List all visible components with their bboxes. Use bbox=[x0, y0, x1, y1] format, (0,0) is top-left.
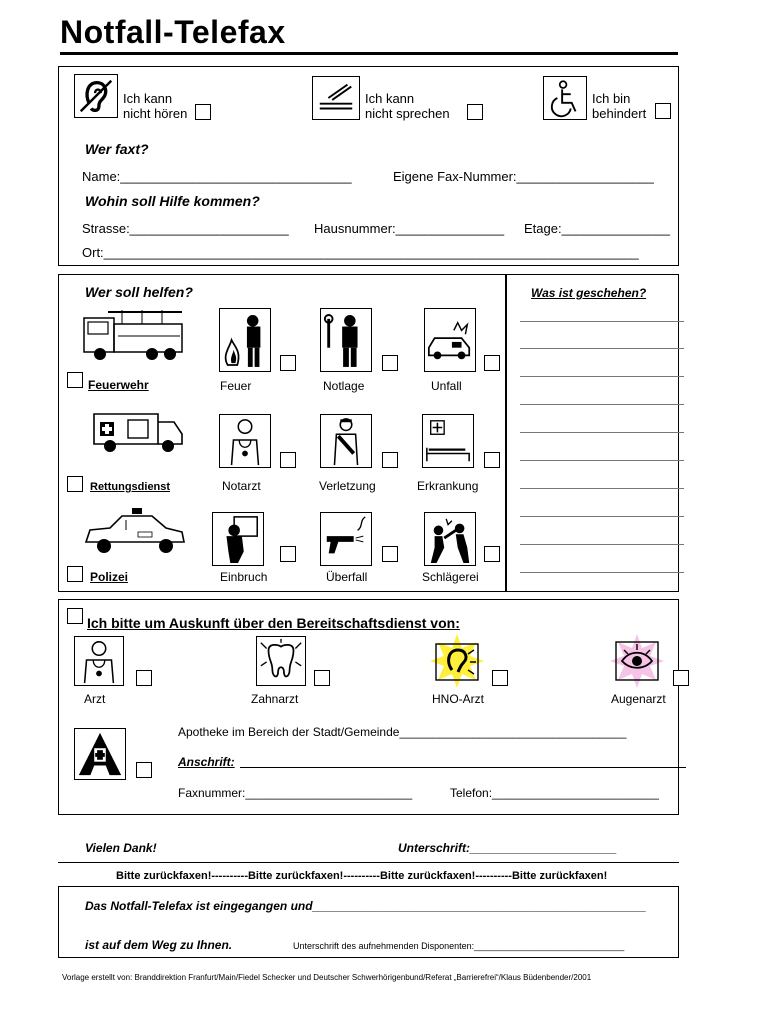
tooth-icon bbox=[256, 636, 306, 686]
disabled-label: Ich bin behindert bbox=[592, 91, 647, 121]
emergency-checkbox[interactable] bbox=[382, 355, 398, 371]
eye-doctor-checkbox[interactable] bbox=[673, 670, 689, 686]
what-happened-heading: Was ist geschehen? bbox=[531, 286, 647, 300]
fight-checkbox[interactable] bbox=[484, 546, 500, 562]
police-checkbox[interactable] bbox=[67, 566, 83, 582]
name-field[interactable]: Name:________________________________ bbox=[82, 169, 352, 184]
illness-label: Erkrankung bbox=[417, 479, 479, 493]
cant-speak-label: Ich kann nicht sprechen bbox=[365, 91, 450, 121]
answer-line[interactable] bbox=[520, 488, 684, 489]
burglary-label: Einbruch bbox=[220, 570, 268, 584]
fax-field[interactable]: Faxnummer:_________________________ bbox=[178, 786, 413, 800]
fight-icon bbox=[424, 512, 476, 566]
hno-ear-icon bbox=[430, 634, 484, 688]
help-divider bbox=[505, 274, 507, 592]
address-line[interactable] bbox=[240, 767, 686, 768]
wer-faxt-heading: Wer faxt? bbox=[85, 141, 149, 157]
answer-line[interactable] bbox=[520, 321, 684, 322]
pharmacy-checkbox[interactable] bbox=[136, 762, 152, 778]
answer-line[interactable] bbox=[520, 348, 684, 349]
title-underline bbox=[60, 52, 678, 55]
hospital-bed-icon bbox=[422, 414, 474, 468]
fire-label: Feuer bbox=[220, 379, 252, 393]
injury-checkbox[interactable] bbox=[382, 452, 398, 468]
wheelchair-icon bbox=[543, 76, 587, 120]
answer-line[interactable] bbox=[520, 404, 684, 405]
robbery-checkbox[interactable] bbox=[382, 546, 398, 562]
wohin-heading: Wohin soll Hilfe kommen? bbox=[85, 193, 260, 209]
doctor-icon bbox=[219, 414, 271, 468]
help-heading: Wer soll helfen? bbox=[85, 284, 193, 300]
police-label: Polizei bbox=[90, 570, 129, 584]
pharmacy-city-field[interactable]: Apotheke im Bereich der Stadt/Gemeinde__________________________________ bbox=[178, 725, 627, 739]
ambulance-checkbox[interactable] bbox=[67, 476, 83, 492]
disabled-checkbox[interactable] bbox=[655, 103, 671, 119]
credit-text: Vorlage erstellt von: Branddirektion Franfurt/Main/Fiedel Schecker und Deutscher Schwerhörigenbund/Referat „Barrierefrei“/Klaus Büdenbender/2001 bbox=[62, 973, 592, 982]
dentist-checkbox[interactable] bbox=[314, 670, 330, 686]
floor-field[interactable]: Etage:_______________ bbox=[524, 221, 671, 236]
emergency-icon bbox=[320, 308, 372, 372]
answer-line[interactable] bbox=[520, 460, 684, 461]
answer-line[interactable] bbox=[520, 516, 684, 517]
emergency-label: Notlage bbox=[323, 379, 365, 393]
hno-checkbox[interactable] bbox=[492, 670, 508, 686]
on-the-way-text: ist auf dem Weg zu Ihnen. bbox=[85, 938, 233, 952]
emergency-doctor-label: Notarzt bbox=[222, 479, 261, 493]
illness-checkbox[interactable] bbox=[484, 452, 500, 468]
burglary-icon bbox=[212, 512, 264, 566]
cant-speak-checkbox[interactable] bbox=[467, 104, 483, 120]
info-request-checkbox[interactable] bbox=[67, 608, 83, 624]
burglary-checkbox[interactable] bbox=[280, 546, 296, 562]
robbery-label: Überfall bbox=[326, 570, 368, 584]
speech-icon bbox=[312, 76, 360, 120]
answer-line[interactable] bbox=[520, 432, 684, 433]
fire-department-checkbox[interactable] bbox=[67, 372, 83, 388]
fire-checkbox[interactable] bbox=[280, 355, 296, 371]
thanks-text: Vielen Dank! bbox=[85, 841, 157, 855]
city-field[interactable]: Ort:__________________________________________________________________________ bbox=[82, 245, 639, 260]
car-accident-icon bbox=[424, 308, 476, 372]
received-field[interactable]: Das Notfall-Telefax ist eingegangen und__________________________________________________ bbox=[85, 899, 647, 913]
dispatcher-signature-field[interactable]: Unterschrift des aufnehmenden Disponenten:______________________________ bbox=[293, 941, 625, 951]
info-request-heading: Ich bitte um Auskunft über den Bereitschaftsdienst von: bbox=[87, 615, 460, 631]
cant-hear-checkbox[interactable] bbox=[195, 104, 211, 120]
address-label: Anschrift: bbox=[178, 755, 235, 769]
injury-icon bbox=[320, 414, 372, 468]
answer-line[interactable] bbox=[520, 544, 684, 545]
police-car-icon bbox=[82, 504, 188, 558]
injury-label: Verletzung bbox=[319, 479, 376, 493]
answer-line[interactable] bbox=[520, 376, 684, 377]
page-title: Notfall-Telefax bbox=[60, 14, 286, 50]
footer-rule bbox=[58, 862, 679, 863]
ambulance-label: Rettungsdienst bbox=[90, 481, 171, 493]
fire-truck-icon bbox=[82, 306, 188, 364]
fire-icon bbox=[219, 308, 271, 372]
gun-icon bbox=[320, 512, 372, 566]
doctor-label: Arzt bbox=[84, 692, 106, 706]
accident-label: Unfall bbox=[431, 379, 462, 393]
ear-icon bbox=[74, 74, 118, 118]
house-number-field[interactable]: Hausnummer:_______________ bbox=[314, 221, 505, 236]
emergency-doctor-checkbox[interactable] bbox=[280, 452, 296, 468]
ambulance-icon bbox=[90, 404, 186, 454]
phone-field[interactable]: Telefon:_________________________ bbox=[450, 786, 659, 800]
fax-back-text: Bitte zurückfaxen!----------Bitte zurückfaxen!----------Bitte zurückfaxen!----------Bitte zurückfaxen! bbox=[116, 870, 608, 882]
fight-label: Schlägerei bbox=[422, 570, 479, 584]
cant-hear-label: Ich kann nicht hören bbox=[123, 91, 188, 121]
info-box bbox=[58, 599, 679, 815]
eye-doctor-label: Augenarzt bbox=[611, 692, 666, 706]
fax-number-field[interactable]: Eigene Fax-Nummer:___________________ bbox=[393, 169, 654, 184]
eye-icon bbox=[610, 634, 664, 688]
fire-department-label: Feuerwehr bbox=[88, 378, 149, 392]
dentist-label: Zahnarzt bbox=[251, 692, 299, 706]
street-field[interactable]: Strasse:______________________ bbox=[82, 221, 289, 236]
pharmacy-icon bbox=[74, 728, 126, 780]
doctor-service-icon bbox=[74, 636, 124, 686]
accident-checkbox[interactable] bbox=[484, 355, 500, 371]
hno-label: HNO-Arzt bbox=[432, 692, 484, 706]
doctor-checkbox[interactable] bbox=[136, 670, 152, 686]
answer-line[interactable] bbox=[520, 572, 684, 573]
signature-field[interactable]: Unterschrift:______________________ bbox=[398, 841, 617, 855]
